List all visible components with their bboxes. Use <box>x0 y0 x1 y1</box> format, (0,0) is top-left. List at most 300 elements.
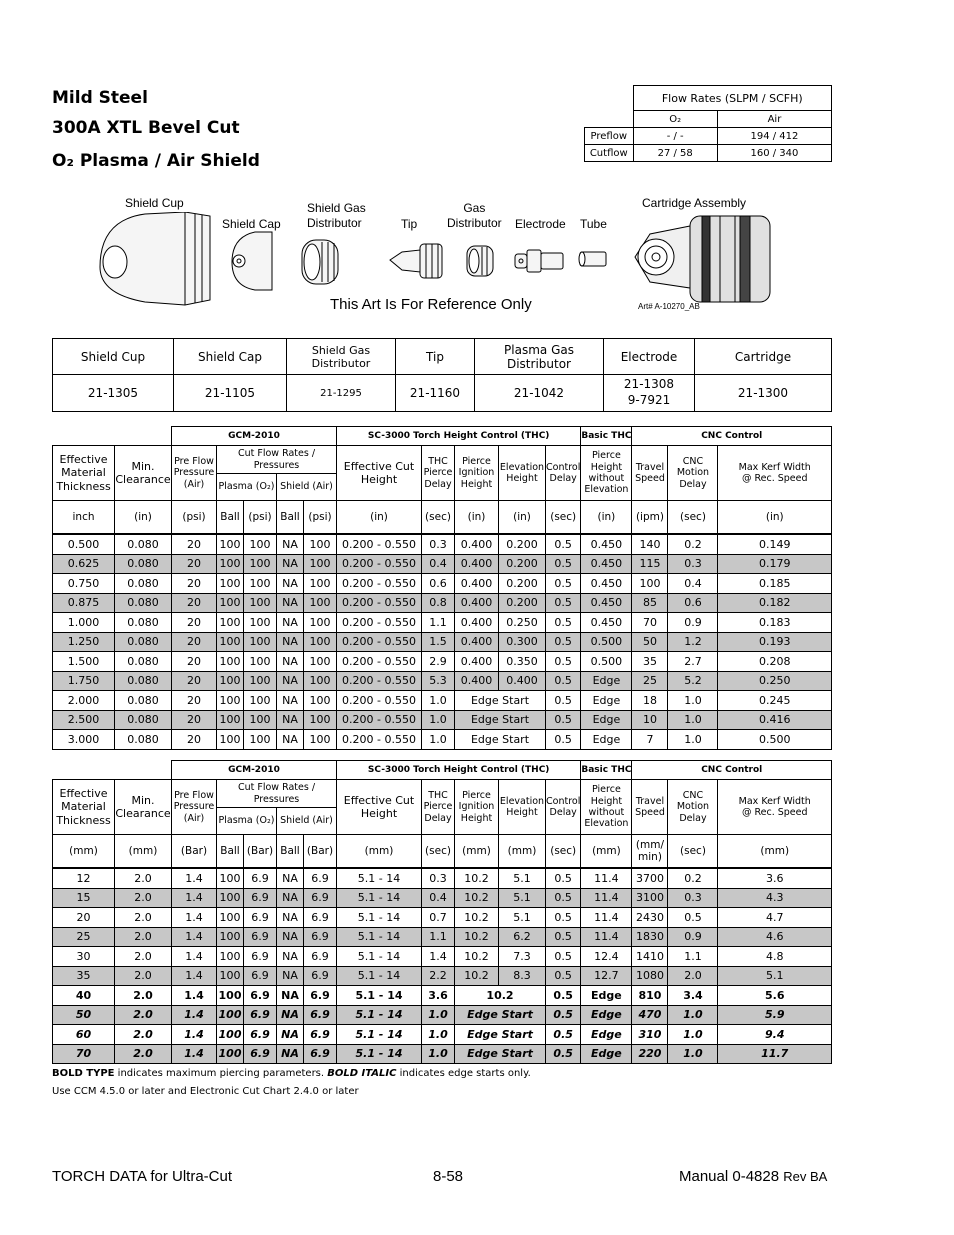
table-cell: 2.000 <box>53 691 115 711</box>
table-cell: 0.179 <box>718 554 832 574</box>
unit-cell: (in) <box>581 501 632 535</box>
table-cell: 100 <box>244 613 277 633</box>
table-cell: 100 <box>304 554 337 574</box>
table-cell: NA <box>277 1005 304 1025</box>
table-cell: 0.200 - 0.550 <box>337 574 422 594</box>
table-cell: Edge <box>581 730 632 750</box>
table-cell: NA <box>277 868 304 888</box>
table-cell: 0.4 <box>422 554 455 574</box>
table-cell: 1.0 <box>422 1044 455 1064</box>
table-cell: 100 <box>217 868 244 888</box>
header-cut-height: Effective Cut Height <box>337 780 422 835</box>
table-cell: 4.3 <box>718 888 832 908</box>
table-cell: NA <box>277 691 304 711</box>
table-cell: Edge <box>581 986 632 1006</box>
flow-row-label: Preflow <box>585 128 634 145</box>
parts-header: Electrode <box>604 339 695 375</box>
table-cell: 1.4 <box>172 986 217 1006</box>
table-cell: 8.3 <box>499 966 546 986</box>
header-gcm: GCM-2010 <box>172 761 337 780</box>
table-cell: 0.9 <box>668 927 718 947</box>
part-number: 21-1305 <box>53 375 174 412</box>
table-cell: 6.9 <box>244 986 277 1006</box>
table-cell: NA <box>277 888 304 908</box>
table-cell: 6.9 <box>244 947 277 967</box>
table-cell: 470 <box>632 1005 668 1025</box>
table-cell: 1.0 <box>668 1005 718 1025</box>
header-control-delay: Control Delay <box>546 780 581 835</box>
table-cell: 0.200 - 0.550 <box>337 593 422 613</box>
table-cell: 0.200 - 0.550 <box>337 671 422 691</box>
table-cell: Edge Start <box>455 730 546 750</box>
table-cell: 0.208 <box>718 652 832 672</box>
table-row <box>53 632 832 652</box>
unit-cell: (in) <box>455 501 499 535</box>
table-cell: 0.400 <box>455 652 499 672</box>
title-material: Mild Steel <box>52 88 148 108</box>
table-cell: 140 <box>632 534 668 554</box>
unit-cell: (in) <box>499 501 546 535</box>
table-cell: 20 <box>172 574 217 594</box>
table-cell: 6.9 <box>304 966 337 986</box>
table-cell: 0.080 <box>115 534 172 554</box>
table-cell: 3.4 <box>668 986 718 1006</box>
flow-rates-table <box>584 85 832 162</box>
table-cell: 70 <box>53 1044 115 1064</box>
bold-italic-label: BOLD ITALIC <box>327 1068 397 1079</box>
header-pierce-height: Pierce Height without Elevation <box>581 446 632 501</box>
table-cell: 0.200 <box>499 593 546 613</box>
title-process: 300A XTL Bevel Cut <box>52 118 240 138</box>
header-clearance: Min. Clearance <box>115 446 172 501</box>
label-tip: Tip <box>401 217 418 231</box>
table-cell: 100 <box>217 908 244 928</box>
table-row <box>53 593 832 613</box>
parts-header: Cartridge <box>695 339 832 375</box>
table-cell: 10.2 <box>455 908 499 928</box>
header-thc: SC-3000 Torch Height Control (THC) <box>337 761 581 780</box>
header-shield: Shield (Air) <box>277 808 337 835</box>
table-cell: 1410 <box>632 947 668 967</box>
table-cell: 0.416 <box>718 710 832 730</box>
table-cell: 2.2 <box>422 966 455 986</box>
table-cell: 100 <box>217 534 244 554</box>
table-cell: 6.9 <box>244 868 277 888</box>
table-cell: 11.4 <box>581 908 632 928</box>
table-cell: 1830 <box>632 927 668 947</box>
table-cell: 30 <box>53 947 115 967</box>
table-cell: 0.400 <box>455 554 499 574</box>
flow-col-o2: O₂ <box>633 111 717 128</box>
unit-cell: (sec) <box>668 835 718 869</box>
table-cell: 5.1 - 14 <box>337 1044 422 1064</box>
unit-cell: (in) <box>115 501 172 535</box>
header-plasma: Plasma (O₂) <box>217 808 277 835</box>
label-tube: Tube <box>580 217 607 231</box>
table-cell: 0.5 <box>546 966 581 986</box>
table-cell: 100 <box>304 534 337 554</box>
unit-cell: (mm) <box>581 835 632 869</box>
table-cell: 100 <box>244 710 277 730</box>
table-cell: 0.450 <box>581 534 632 554</box>
units-row-group <box>53 501 832 535</box>
cut-chart-metric <box>52 760 832 1064</box>
part-number: 21-1042 <box>475 375 604 412</box>
flow-rates-header: Flow Rates (SLPM / SCFH) <box>633 86 832 111</box>
table-cell: 5.1 <box>499 888 546 908</box>
table-cell: 0.200 - 0.550 <box>337 534 422 554</box>
table-cell: 6.9 <box>244 927 277 947</box>
label-shield-gas-distributor: Shield Gas Distributor <box>307 201 366 230</box>
table-cell: 1.4 <box>172 966 217 986</box>
table-cell: 5.1 - 14 <box>337 966 422 986</box>
table-cell: 85 <box>632 593 668 613</box>
table-cell: 6.9 <box>304 1005 337 1025</box>
table-cell: 0.400 <box>455 671 499 691</box>
unit-cell: inch <box>53 501 115 535</box>
table-cell: 25 <box>53 927 115 947</box>
table-cell: 0.185 <box>718 574 832 594</box>
unit-cell: Ball <box>217 835 244 869</box>
header-cnc: CNC Control <box>632 761 832 780</box>
table-cell: 1.0 <box>668 1044 718 1064</box>
table-cell: 100 <box>244 730 277 750</box>
table-cell: 100 <box>217 632 244 652</box>
table-cell: 0.183 <box>718 613 832 633</box>
table-cell: 100 <box>244 671 277 691</box>
parts-header: Shield Gas Distributor <box>287 339 396 375</box>
table-cell: 810 <box>632 986 668 1006</box>
units-row <box>53 835 832 869</box>
footer-manual-number: Manual 0-4828 <box>679 1168 784 1185</box>
unit-cell: (mm) <box>718 835 832 869</box>
table-cell: 18 <box>632 691 668 711</box>
unit-cell: (mm) <box>337 835 422 869</box>
header-cnc: CNC Control <box>632 427 832 446</box>
table-cell: 0.080 <box>115 632 172 652</box>
table-cell: 0.300 <box>499 632 546 652</box>
table-row <box>53 868 832 888</box>
table-cell: 100 <box>304 593 337 613</box>
table-cell: 0.450 <box>581 613 632 633</box>
table-cell: 60 <box>53 1025 115 1045</box>
table-cell: 0.080 <box>115 710 172 730</box>
table-cell: 4.8 <box>718 947 832 967</box>
table-cell: 0.5 <box>546 927 581 947</box>
table-cell: 0.400 <box>499 671 546 691</box>
table-row <box>53 966 832 986</box>
table-cell: 0.500 <box>581 652 632 672</box>
table-row <box>53 927 832 947</box>
footer-left: TORCH DATA for Ultra-Cut <box>52 1168 233 1185</box>
table-cell: Edge <box>581 691 632 711</box>
table-cell: 0.3 <box>668 888 718 908</box>
bold-type-text: indicates maximum piercing parameters. <box>114 1068 328 1079</box>
table-cell: 70 <box>632 613 668 633</box>
table-cell: 2.0 <box>115 888 172 908</box>
table-cell: 5.2 <box>668 671 718 691</box>
table-cell: 100 <box>304 730 337 750</box>
table-cell: 2.0 <box>115 947 172 967</box>
part-number: 21-1308 9-7921 <box>604 375 695 412</box>
header-plasma: Plasma (O₂) <box>217 474 277 501</box>
table-cell: 1.0 <box>668 710 718 730</box>
table-cell: 6.9 <box>304 947 337 967</box>
table-cell: Edge <box>581 1025 632 1045</box>
table-cell: 6.9 <box>304 1044 337 1064</box>
table-cell: 0.6 <box>668 593 718 613</box>
unit-cell: (sec) <box>668 501 718 535</box>
data-rows <box>53 534 832 749</box>
label-shield-cup: Shield Cup <box>125 196 184 210</box>
table-cell: 6.9 <box>244 966 277 986</box>
table-cell: 0.4 <box>668 574 718 594</box>
table-cell: 1.4 <box>172 888 217 908</box>
table-cell: 0.080 <box>115 730 172 750</box>
table-cell: 0.5 <box>546 908 581 928</box>
table-cell: 20 <box>172 691 217 711</box>
table-cell: 1.0 <box>422 710 455 730</box>
flow-col-air: Air <box>717 111 831 128</box>
table-cell: 0.5 <box>546 986 581 1006</box>
table-cell: 20 <box>172 593 217 613</box>
header-preflow: Pre Flow Pressure (Air) <box>172 446 217 501</box>
table-row <box>53 730 832 750</box>
table-cell: 0.9 <box>668 613 718 633</box>
header-kerf: Max Kerf Width @ Rec. Speed <box>718 780 832 835</box>
table-cell: 6.9 <box>304 986 337 1006</box>
table-cell: 10.2 <box>455 947 499 967</box>
shield-gas-distributor-icon <box>302 240 338 284</box>
parts-header: Plasma Gas Distributor <box>475 339 604 375</box>
table-cell: 2.0 <box>115 908 172 928</box>
table-cell: 0.200 - 0.550 <box>337 613 422 633</box>
reference-note: This Art Is For Reference Only <box>330 296 532 313</box>
header-preflow: Pre Flow Pressure (Air) <box>172 780 217 835</box>
table-cell: 1.0 <box>668 691 718 711</box>
table-cell: 2.0 <box>668 966 718 986</box>
table-cell: 0.875 <box>53 593 115 613</box>
table-row <box>53 1005 832 1025</box>
table-cell: NA <box>277 574 304 594</box>
table-cell: 0.400 <box>455 632 499 652</box>
table-cell: 6.9 <box>304 908 337 928</box>
table-cell: 1.0 <box>668 1025 718 1045</box>
table-cell: 115 <box>632 554 668 574</box>
header-control-delay: Control Delay <box>546 446 581 501</box>
table-cell: 1.750 <box>53 671 115 691</box>
torch-parts-illustration <box>90 212 790 307</box>
data-rows <box>53 868 832 1064</box>
table-cell: 11.7 <box>718 1044 832 1064</box>
table-cell: 0.5 <box>546 671 581 691</box>
footer-page-number: 8-58 <box>433 1168 464 1185</box>
table-cell: NA <box>277 534 304 554</box>
table-row <box>53 554 832 574</box>
part-number: 21-1105 <box>174 375 287 412</box>
header-ignition-height: Pierce Ignition Height <box>455 446 499 501</box>
table-cell: 2.9 <box>422 652 455 672</box>
table-cell: 6.9 <box>304 868 337 888</box>
header-elevation-height: Elevation Height <box>499 446 546 501</box>
table-cell: 5.3 <box>422 671 455 691</box>
table-cell: 0.080 <box>115 593 172 613</box>
table-cell: 0.250 <box>499 613 546 633</box>
table-cell: 0.200 <box>499 534 546 554</box>
table-cell: 12 <box>53 868 115 888</box>
unit-cell: (sec) <box>546 835 581 869</box>
table-cell: 6.9 <box>244 1005 277 1025</box>
table-cell: 35 <box>632 652 668 672</box>
table-cell: 0.5 <box>546 1005 581 1025</box>
table-cell: 100 <box>304 574 337 594</box>
table-cell: Edge <box>581 1044 632 1064</box>
table-cell: 20 <box>172 710 217 730</box>
table-cell: 1.0 <box>422 730 455 750</box>
flow-row-label: Cutflow <box>585 145 634 162</box>
table-cell: 4.7 <box>718 908 832 928</box>
table-cell: 40 <box>53 986 115 1006</box>
unit-cell: (ipm) <box>632 501 668 535</box>
table-cell: 0.200 - 0.550 <box>337 632 422 652</box>
table-cell: 0.500 <box>53 534 115 554</box>
table-cell: NA <box>277 632 304 652</box>
table-cell: 3100 <box>632 888 668 908</box>
table-cell: 5.1 - 14 <box>337 1005 422 1025</box>
table-cell: NA <box>277 1025 304 1045</box>
header-pierce-delay: THC Pierce Delay <box>422 780 455 835</box>
table-cell: 20 <box>172 554 217 574</box>
header-shield: Shield (Air) <box>277 474 337 501</box>
table-cell: Edge <box>581 1005 632 1025</box>
table-cell: 3.6 <box>422 986 455 1006</box>
header-travel-speed: Travel Speed <box>632 780 668 835</box>
flow-cell: 194 / 412 <box>717 128 831 145</box>
table-cell: 100 <box>217 1044 244 1064</box>
table-cell: 5.1 - 14 <box>337 888 422 908</box>
table-cell: 0.193 <box>718 632 832 652</box>
table-cell: 2.0 <box>115 1044 172 1064</box>
table-cell: 11.4 <box>581 927 632 947</box>
table-cell: 3.6 <box>718 868 832 888</box>
table-cell: 0.6 <box>422 574 455 594</box>
part-number: 21-1295 <box>287 375 396 412</box>
table-cell: 100 <box>244 574 277 594</box>
table-cell: 5.1 - 14 <box>337 868 422 888</box>
table-cell: 0.4 <box>422 888 455 908</box>
table-cell: 100 <box>217 966 244 986</box>
table-cell: NA <box>277 927 304 947</box>
electrode-icon <box>515 250 563 272</box>
table-cell: 2.7 <box>668 652 718 672</box>
table-cell: 20 <box>172 613 217 633</box>
parts-header: Shield Cup <box>53 339 174 375</box>
table-cell: 2.0 <box>115 966 172 986</box>
table-cell: 100 <box>304 671 337 691</box>
table-cell: 0.7 <box>422 908 455 928</box>
table-cell: 1.4 <box>172 908 217 928</box>
unit-cell: Ball <box>277 501 304 535</box>
table-row <box>53 652 832 672</box>
title-gas: O₂ Plasma / Air Shield <box>52 151 260 171</box>
table-cell: 0.5 <box>546 888 581 908</box>
unit-cell: (in) <box>718 501 832 535</box>
table-cell: 20 <box>53 908 115 928</box>
table-cell: Edge Start <box>455 691 546 711</box>
table-cell: 5.1 - 14 <box>337 947 422 967</box>
table-cell: 20 <box>172 671 217 691</box>
table-cell: 1.4 <box>172 947 217 967</box>
table-cell: 11.4 <box>581 888 632 908</box>
table-cell: 1.0 <box>422 1025 455 1045</box>
unit-cell: (Bar) <box>304 835 337 869</box>
header-gcm: GCM-2010 <box>172 427 337 446</box>
table-cell: 1.0 <box>422 1005 455 1025</box>
header-ignition-height: Pierce Ignition Height <box>455 780 499 835</box>
table-cell: 100 <box>217 652 244 672</box>
table-cell: 0.5 <box>546 613 581 633</box>
table-cell: 5.6 <box>718 986 832 1006</box>
table-cell: 1.4 <box>172 1005 217 1025</box>
table-cell: 0.750 <box>53 574 115 594</box>
table-cell: NA <box>277 671 304 691</box>
label-electrode: Electrode <box>515 217 566 231</box>
table-cell: 0.080 <box>115 671 172 691</box>
header-cutflow: Cut Flow Rates / Pressures <box>217 446 337 474</box>
footer-revision: Rev BA <box>783 1169 828 1184</box>
table-cell: 1.1 <box>668 947 718 967</box>
table-row <box>53 613 832 633</box>
footer-manual <box>679 1168 827 1185</box>
table-cell: 20 <box>172 652 217 672</box>
parts-header: Tip <box>396 339 475 375</box>
table-cell: 4.6 <box>718 927 832 947</box>
unit-cell: (psi) <box>244 501 277 535</box>
table-cell: 0.200 <box>499 574 546 594</box>
table-cell: NA <box>277 966 304 986</box>
table-cell: 0.200 - 0.550 <box>337 730 422 750</box>
unit-cell: (mm/ min) <box>632 835 668 869</box>
table-cell: 2.0 <box>115 986 172 1006</box>
header-cut-height: Effective Cut Height <box>337 446 422 501</box>
unit-cell: (mm) <box>499 835 546 869</box>
header-basic-thc: Basic THC <box>581 761 632 780</box>
table-cell: 7 <box>632 730 668 750</box>
table-cell: 0.5 <box>546 1044 581 1064</box>
table-cell: 5.1 <box>499 908 546 928</box>
table-cell: 10.2 <box>455 966 499 986</box>
table-cell: 1.500 <box>53 652 115 672</box>
table-cell: 12.7 <box>581 966 632 986</box>
table-cell: NA <box>277 652 304 672</box>
table-cell: 1.1 <box>422 927 455 947</box>
unit-cell: (sec) <box>422 501 455 535</box>
table-cell: 100 <box>217 554 244 574</box>
table-row <box>53 888 832 908</box>
table-cell: 1.4 <box>172 1025 217 1045</box>
table-cell: 0.5 <box>668 908 718 928</box>
table-cell: 1.4 <box>172 868 217 888</box>
cut-chart-inch <box>52 426 832 750</box>
table-cell: 6.9 <box>304 1025 337 1045</box>
table-cell: 0.5 <box>546 632 581 652</box>
table-cell: 0.450 <box>581 554 632 574</box>
table-cell: 100 <box>217 1005 244 1025</box>
header-motion-delay: CNC Motion Delay <box>668 446 718 501</box>
table-cell: 3.000 <box>53 730 115 750</box>
unit-cell: (Bar) <box>172 835 217 869</box>
table-cell: 0.625 <box>53 554 115 574</box>
